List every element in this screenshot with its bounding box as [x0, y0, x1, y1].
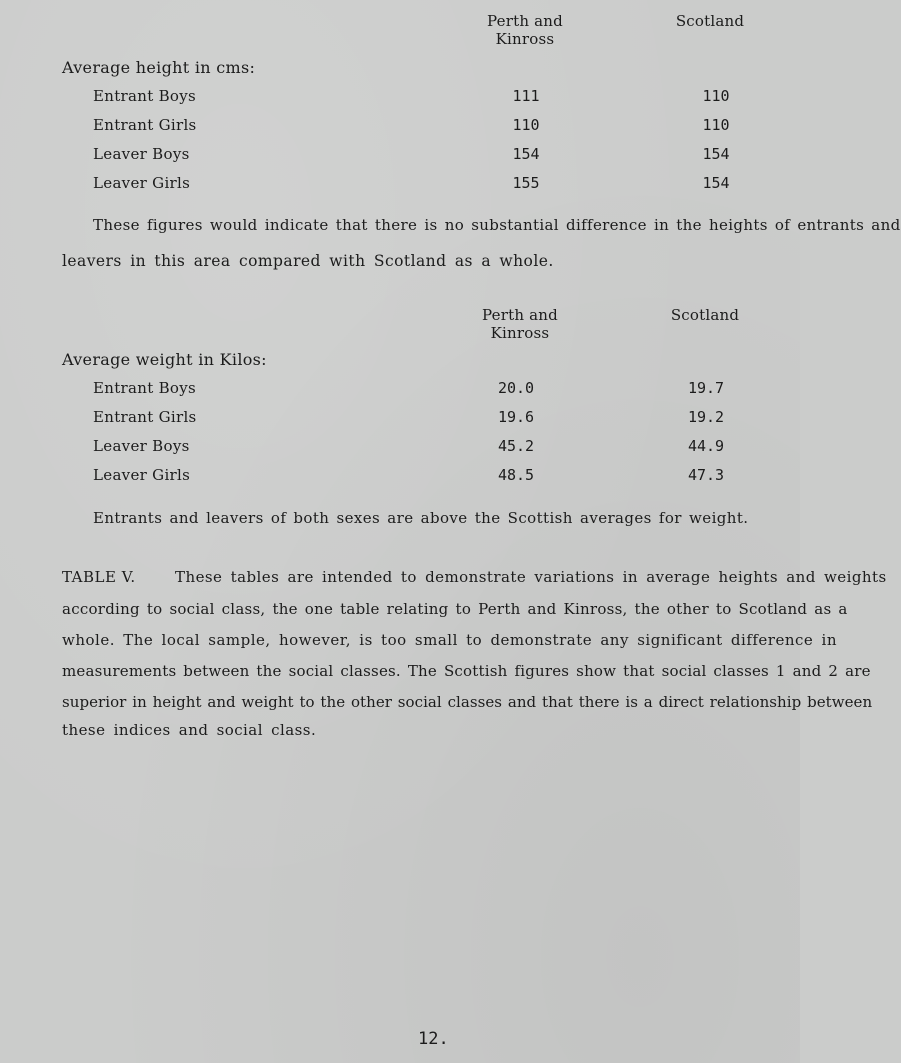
height-col-header-scotland: Scotland: [675, 12, 745, 30]
table-v-line: these indices and social class.: [62, 721, 317, 739]
height-col-header-perth-line2: Kinross: [495, 30, 555, 48]
weight-row-label: Leaver Boys: [93, 437, 190, 455]
weight-col-header-perth: [465, 306, 575, 342]
table-v-line: measurements between the social classes. The Scottish figures show that social classes 1 and 2 are: [62, 662, 871, 680]
weight-col-header-perth-line1: Perth and: [482, 306, 558, 324]
height-value-perth: 111: [512, 87, 540, 105]
weight-value-scotland: 47.3: [687, 466, 725, 484]
table-v-line: superior in height and weight to the other social classes and that there is a direct relationship between: [62, 693, 873, 711]
height-section-label: Average height in cms:: [62, 58, 256, 77]
height-col-header-perth-line1: Perth and: [487, 12, 563, 30]
weight-section-label: Average weight in Kilos:: [62, 350, 267, 369]
height-value-scotland: 110: [702, 87, 730, 105]
weight-row-label: Leaver Girls: [93, 466, 191, 484]
weight-row-label: Entrant Boys: [93, 379, 197, 397]
weight-value-scotland: 44.9: [687, 437, 725, 455]
table-v-line: whole. The local sample, however, is too small to demonstrate any significant difference in: [62, 631, 838, 649]
weight-value-scotland: 19.7: [687, 379, 725, 397]
page-number: 12.: [418, 1029, 449, 1049]
height-note-line: These figures would indicate that there is no substantial difference in the heights of entrants and: [93, 216, 901, 234]
height-row-label: Leaver Boys: [93, 145, 190, 163]
weight-col-header-perth-line2: Kinross: [490, 324, 550, 342]
weight-value-perth: 48.5: [497, 466, 535, 484]
height-value-perth: 154: [512, 145, 540, 163]
weight-value-scotland: 19.2: [687, 408, 725, 426]
table-v-line: according to social class, the one table relating to Perth and Kinross, the other to Scotland as a: [62, 600, 848, 618]
height-row-label: Entrant Girls: [93, 116, 197, 134]
height-col-header-perth: [470, 12, 580, 48]
weight-value-perth: 45.2: [497, 437, 535, 455]
weight-value-perth: 19.6: [497, 408, 535, 426]
height-value-perth: 155: [512, 174, 540, 192]
weight-row-label: Entrant Girls: [93, 408, 197, 426]
weight-col-header-scotland: Scotland: [670, 306, 740, 324]
height-row-label: Entrant Boys: [93, 87, 197, 105]
table-v-line: These tables are intended to demonstrate variations in average heights and weights: [175, 568, 887, 586]
height-value-perth: 110: [512, 116, 540, 134]
weight-value-perth: 20.0: [497, 379, 535, 397]
weight-note: Entrants and leavers of both sexes are above the Scottish averages for weight.: [93, 509, 749, 527]
height-row-label: Leaver Girls: [93, 174, 191, 192]
height-note-line: leavers in this area compared with Scotland as a whole.: [62, 252, 554, 270]
height-value-scotland: 154: [702, 174, 730, 192]
height-value-scotland: 154: [702, 145, 730, 163]
table-v-label: TABLE V.: [62, 568, 136, 586]
height-value-scotland: 110: [702, 116, 730, 134]
